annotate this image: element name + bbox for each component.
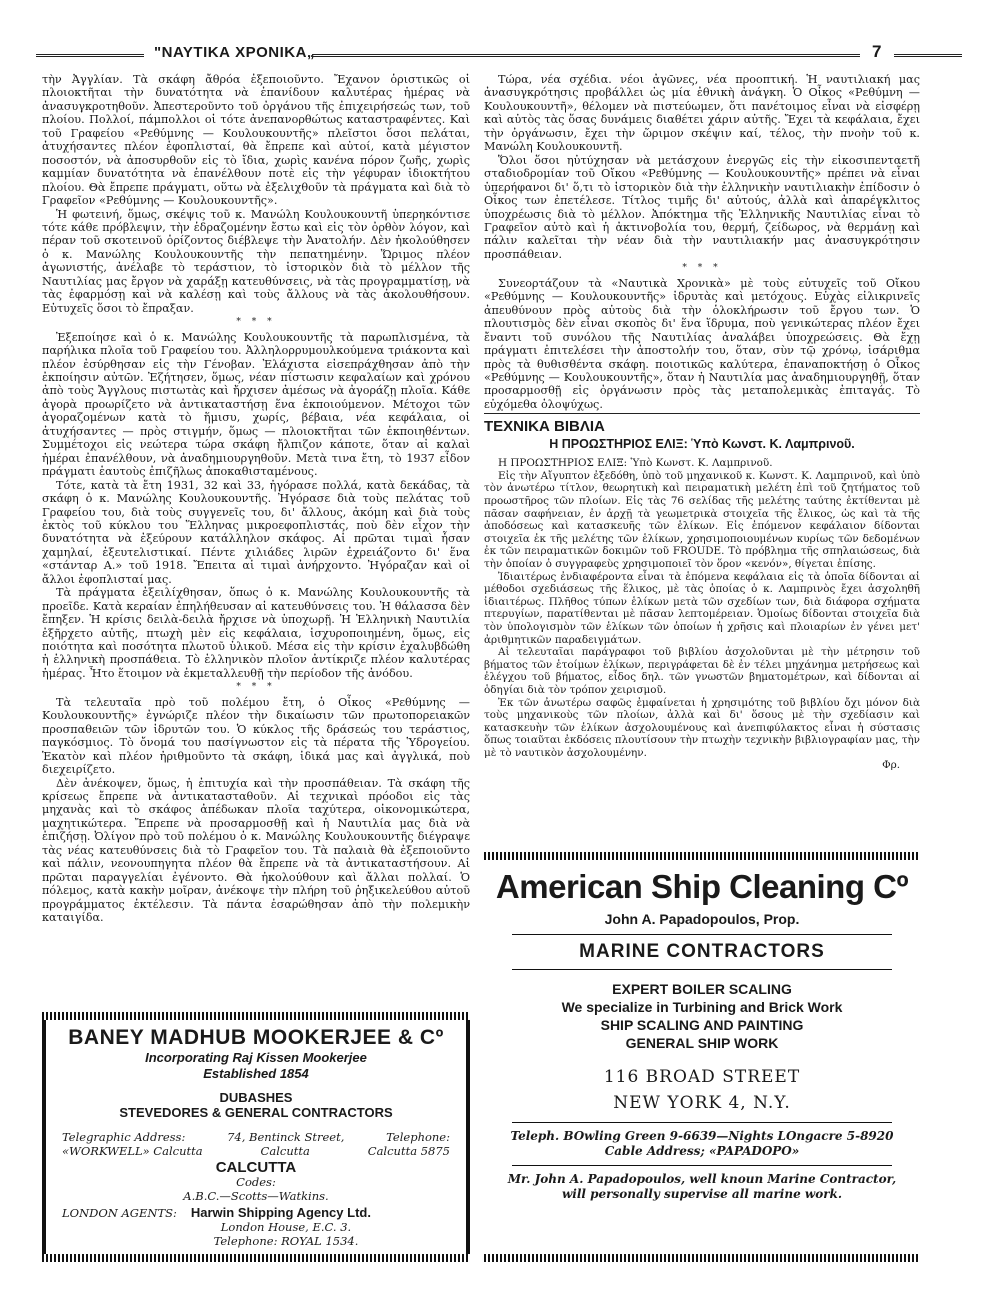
codes-label: Codes: xyxy=(236,1175,276,1189)
ad-divider xyxy=(512,969,892,970)
ad-divider xyxy=(512,1122,892,1123)
ad-border-bottom xyxy=(484,1254,920,1262)
header-rule-right xyxy=(894,54,962,57)
ad-service-3: SHIP SCALING AND PAINTING xyxy=(600,1017,804,1033)
london-house: London House, E.C. 3. xyxy=(220,1220,352,1234)
ad-border-top xyxy=(42,1012,470,1020)
advertisement-baney-madhub xyxy=(42,1012,470,1262)
ad-note-line-1: Mr. John A. Papadopoulos, well knoun Marine Contractor, xyxy=(507,1172,897,1186)
london-agent-name: Harwin Shipping Agency Ltd. xyxy=(190,1205,371,1220)
article-paragraph: Τότε, κατὰ τὰ ἔτη 1931, 32 καὶ 33, ἠγόρασε πολλά, κατὰ δεκάδας, τὰ σκάφη ὁ κ. Μανώλης Κουλουκουντῆς. Ἠγόρασε διὰ τοὺς πελάτας τοῦ Γραφείου του, διὰ τοὺς συγγενεῖς του, δι' ἄλλους, ἀκόμη καὶ διὰ τοὺς ἐκτὸς τοῦ κύκλου του Ἕλληνας μικροεφοπλιστάς, ποὺ δὲν εἶχον τὴν δυνατότητα νὰ ἐξεύρουν κατάλληλον σκάφος. Αἱ πρῶται τιμαὶ ἦσαν χαμηλαί, ἐξευτελιστικαί. Πέντε χιλιάδες λιρῶν ἐχρειάζοντο δι' ἕνα «στάνταρ Α.» τοῦ 1918. Ἔπειτα αἱ τιμαὶ ἀνήρχοντο. Ἠγόραζαν καὶ οἱ ἄλλοι ἐφοπλισταί μας. xyxy=(42,478,470,586)
page-header xyxy=(36,44,962,66)
street-city: Calcutta xyxy=(260,1144,310,1158)
right-column xyxy=(484,73,920,772)
book-review-paragraph: Αἱ τελευταῖαι παράγραφοι τοῦ βιβλίου ἀσχολοῦνται μὲ τὴν μέτρησιν τοῦ βήματος τῶν ἑτοίμων ἑλίκων, περιγράφεται δὲ ἐν τέλει μηχάνημα μετρήσεως καὶ ἐλέγχου τοῦ βήματος, εἶδος δηλ. τῶν γνωστῶν βηματομέτρων, καὶ δίδονται αἱ ὁδηγίαι διὰ τὸν τρόπον χειρισμοῦ. xyxy=(484,646,920,696)
book-review-paragraph: Εἰς τὴν Αἴγυπτον ἐξεδόθη, ὑπὸ τοῦ μηχανικοῦ κ. Κωνστ. Κ. Λαμπρινοῦ, καὶ ὑπὸ τὸν ἀνωτέρω τίτλον, θεωρητικὴ καὶ πειραματικὴ μελέτη ἐπὶ τοῦ ζητήματος τοῦ προωστῆρος τῶν πλοίων. Εἰς τὰς 76 σελίδας τῆς μελέτης ταύτης ἐκτίθενται μὲ πᾶσαν σαφήνειαν, ἐν ἀρχῇ τὰ γεωμετρικὰ στοιχεῖα τῆς ἕλικος, ὡς καὶ τὰ τῆς ἀποδόσεως καὶ κατασκευῆς τῶν ἑλίκων. Εἰς ἑπόμενον κεφάλαιον δίδονται στοιχεῖα ἐκ τῆς μελέτης τῶν ἑλίκων, χρησιμοποιουμένων κυρίως τῶν δεδομένων ἐκ τῶν πειραματικῶν δοκιμῶν τοῦ FROUDE. Τὸ πρόβλημα τῆς σπηλαιώσεως, διὰ τὴν ὁποίαν ὁ συγγραφεὺς χρησιμοποιεῖ τὸν ὅρον «κενόν», θίγεται ἐπίσης. xyxy=(484,469,920,570)
ad-telephone: Teleph. BOwling Green 9-6639—Nights LOngacre 5-8920 xyxy=(510,1129,894,1143)
magazine-title: "ΝΑΥΤΙΚΑ ΧΡΟΝΙΚΑ„ xyxy=(154,44,315,61)
ad-address-street: 116 BROAD STREET xyxy=(603,1067,801,1087)
ad-frame xyxy=(42,1020,470,1254)
ad-incorporating: Incorporating Raj Kissen Mookerjee xyxy=(145,1050,367,1065)
ad-border-top xyxy=(484,852,920,860)
ad-company-name: American Ship Cleaning Cº xyxy=(495,868,909,905)
book-review-paragraph: Ἐκ τῶν ἀνωτέρω σαφῶς ἐμφαίνεται ἡ χρησιμότης τοῦ βιβλίου ὄχι μόνον διὰ τοὺς μηχανικοὺς τῶν πλοίων, ἀλλὰ καὶ δι' ὅσους μὲ τὴν σχεδίασιν καὶ κατασκευὴν τῶν ἑλίκων ἀσχολουμένους καὶ ἀνεπιφύλακτος εἶναι ἡ σύστασις ὅπως τοιαῦται ἐκδόσεις πλουτίσουν τὴν πτωχὴν τεχνικὴν βιβλιογραφίαν μας, τὴν μὲ τὸ ναυτικὸν ἀσχολουμένην. xyxy=(484,696,920,759)
page-number: 7 xyxy=(872,42,882,61)
review-signature: Φρ. xyxy=(882,759,900,772)
ad-border-bottom xyxy=(42,1254,470,1262)
telephone-label: Telephone: xyxy=(386,1130,450,1144)
book-review-title: Η ΠΡΟΩΣΤΗΡΙΟΣ ΕΛΙΞ: Ὑπὸ Κωνστ. Κ. Λαμπρινοῦ. xyxy=(549,436,855,451)
ad-divider xyxy=(512,934,892,935)
ad-service-1: EXPERT BOILER SCALING xyxy=(612,981,792,997)
ad-address-city: NEW YORK 4, N.Y. xyxy=(613,1093,791,1113)
article-paragraph: Τώρα, νέα σχέδια. νέοι ἀγῶνες, νέα προοπτική. Ἡ ναυτιλιακή μας ἀνασυγκρότησις προβάλλει ὡς μία ἐθνικὴ ἀνάγκη. Ὁ Οἶκος «Ρεθύμνη — Κουλουκουντῆ», θέλομεν νὰ πιστεύωμεν, ὅτι πανέτοιμος εἶναι νὰ εἰσφέρῃ καὶ αὐτὸς τὰς ὅσας δυνάμεις διαθέτει χάριν αὐτῆς. Ἔχει τὰ κεφάλαια, ἔχει τὴν ὀργάνωσιν, ἔχει τὴν ὥριμον σκέψιν καί, τέλος, τὴν πνοὴν τοῦ κ. Μανώλη Κουλουκουντῆ. xyxy=(484,73,920,154)
left-column xyxy=(42,73,470,925)
ad-note-line-2: will personally supervise all marine work. xyxy=(561,1187,843,1201)
ad-service-4: GENERAL SHIP WORK xyxy=(625,1035,779,1051)
codes-value: A.B.C.—Scotts—Watkins. xyxy=(183,1189,329,1203)
ad-divider xyxy=(512,1165,892,1166)
ad-frame xyxy=(484,860,920,1254)
book-review-paragraph: Η ΠΡΟΩΣΤΗΡΙΟΣ ΕΛΙΞ: Ὑπὸ Κωνστ. Κ. Λαμπρινοῦ. xyxy=(498,457,773,470)
section-separator: * * * xyxy=(236,682,276,693)
header-rule-left xyxy=(36,54,144,57)
ad-city: CALCUTTA xyxy=(215,1159,297,1176)
article-paragraph: Τὰ τελευταῖα πρὸ τοῦ πολέμου ἔτη, ὁ Οἶκος «Ρεθύμνης — Κουλουκουντῆς» ἐγνώριζε πλέον τὴν δικαίωσιν τῶν πρωτοπορειακῶν προσπαθειῶν τῶν ἱδρυτῶν του. Ὁ κύκλος τῆς δράσεώς του τεράστιος, παγκόσμιος. Τὸ ὄνομά του πασίγνωστον εἰς τὰ πέρατα τῆς Ὑδρογείου. Ἑκατὸν καὶ πλέον ἠριθμοῦντο τὰ σκάφη, ἰδικά μας καὶ ἀγγλικά, ποὺ διεχειρίζετο. xyxy=(42,695,470,777)
ad-proprietor: John A. Papadopoulos, Prop. xyxy=(604,911,800,927)
ad-marine-contractors: MARINE CONTRACTORS xyxy=(579,941,825,962)
section-rule xyxy=(484,413,920,414)
ad-services: STEVEDORES & GENERAL CONTRACTORS xyxy=(119,1105,393,1120)
ad-dubashes: DUBASHES xyxy=(219,1090,293,1105)
telephone-value: Calcutta 5875 xyxy=(367,1144,450,1158)
article-paragraph: Ἡ φωτεινή, ὅμως, σκέψις τοῦ κ. Μανώλη Κουλουκουντῆ ὑπερηκόντισε τότε κάθε πρόβλεψιν, τὴν ἑδραζομένην ἔστω καὶ εἰς τὸν ὀρθὸν λόγον, καὶ πέραν τοῦ σκοτεινοῦ ὁρίζοντος διέβλεψε τὴν Ἀνατολήν. Δὲν ἠκολούθησεν ὁ κ. Μανώλης Κουλουκουντῆς τὴν πεπατημένην. Ὥριμος πλέον ἀγωνιστής, ἀνέλαβε τὸ τεράστιον, τὸ ἱστορικὸν διὰ τὸ μέλλον τῆς Ναυτιλίας μας ἔργον νὰ χαράξῃ κατευθύνσεις, νὰ τὰς προγραμματίσῃ, νὰ τὰς ἐφαρμόσῃ καὶ νὰ καλέσῃ καὶ τοὺς ἄλλους νὰ τὰς ἀκολουθήσουν. Εὐτυχεῖς ὅσοι τὸ ἔπραξαν. xyxy=(42,207,470,315)
header-rule-middle xyxy=(312,54,860,57)
ad-established: Established 1854 xyxy=(203,1066,309,1081)
street-address: 74, Bentinck Street, xyxy=(227,1130,345,1144)
book-review-paragraph: Ἰδιαιτέρως ἐνδιαφέροντα εἶναι τὰ ἑπόμενα κεφάλαια εἰς τὰ ὁποῖα δίδονται αἱ μέθοδοι σχεδιάσεως τῆς ἕλικος, μὲ τὰς ὁποίας ὁ κ. Λαμπρινὸς ἔχει ἀσχοληθῆ ἰδιαιτέρως. Πλῆθος τύπων ἑλίκων μετὰ τῶν σχεδίων των, διὰ διάφορα σχήματα πτερυγίων, παρατίθενται μὲ πᾶσαν λεπτομέρειαν. Ὁμοίως δίδονται στοιχεῖα διὰ τὸν ὑπολογισμὸν τῶν ἑλίκων τῶν ὁποίων ἡ χρῆσις καὶ πλοιαρίων ἐν γένει μετ' ἀριθμητικῶν παραδειγμάτων. xyxy=(484,570,920,646)
article-paragraph: Ὅλοι ὅσοι ηὐτύχησαν νὰ μετάσχουν ἐνεργῶς εἰς τὴν εἰκοσιπενταετῆ σταδιοδρομίαν τοῦ Οἴκου «Ρεθύμνης — Κουλουκουντῆς» πρέπει νὰ εἶναι ὑπερήφανοι δι' ὅ,τι τὸ ἱστορικὸν διὰ τὴν ἑλληνικὴν ναυτιλιακὴν ἐπίδοσιν ὁ Οἶκος των ἐπετέλεσε. Τίτλος τιμῆς δι' αὐτούς, ἀλλὰ καὶ ἀπαρέγκλιτος ὑποχρέωσις διὰ τὸ μέλλον. Ἀπόκτημα τῆς Ἑλληνικῆς Ναυτιλίας εἶναι τὸ Γραφεῖον αὐτὸ καὶ ἡ ἀκτινοβολία του, θερμή, ζείδωρος, νὰ θερμάνῃ καὶ πάλιν καλεῖται τὴν νέαν διὰ τὴν ναυτιλιακήν μας ἀνασυγκρότησιν προσπάθειαν. xyxy=(484,153,920,261)
london-agents-label: LONDON AGENTS: xyxy=(62,1206,177,1220)
telegraphic-value: «WORKWELL» Calcutta xyxy=(62,1144,203,1158)
ad-service-2: We specialize in Turbining and Brick Work xyxy=(561,999,843,1015)
article-paragraph: Δὲν ἀνέκοψεν, ὅμως, ἡ ἐπιτυχία καὶ τὴν προσπάθειαν. Τὰ σκάφη τῆς κρίσεως ἔπρεπε νὰ ἀντικατασταθοῦν. Αἱ τεχνικαὶ πρόοδοι εἰς τὰς μηχανὰς καὶ τὸ σκάφος ἀπέδωκαν πλοῖα ταχύτερα, οἰκονομικώτερα, μαχητικώτερα. Ἔπρεπε νὰ προσαρμοσθῇ καὶ ἡ Ναυτιλία μας διὰ νὰ ἐπιζήσῃ. Ὀλίγον πρὸ τοῦ πολέμου ὁ κ. Μανώλης Κουλουκουντῆς διέγραψε τὰς νέας κατευθύνσεις διὰ τὸ Γραφεῖον του. Τὰ παλαιὰ θὰ ἐξεποιοῦντο καὶ πάλιν, νεονουπηγητα πλέον θὰ ἔπρεπε νὰ τὰ ἀντικαταστήσουν. Αἱ πρῶται παραγγελίαι ἐγένοντο. Θὰ ἠκολούθουν καὶ ἄλλαι πολλαί. Ὁ πόλεμος, κατὰ κακὴν μοῖραν, ἀνέκοψε τὴν πλήρη τοῦ ῥηξικελεύθου αὐτοῦ προγράμματος ἐκτέλεσιν. Τὰ πάντα ἐσαρώθησαν ἀπὸ τὴν πολεμικὴν καταιγίδα. xyxy=(42,776,470,925)
section-separator: * * * xyxy=(236,317,276,328)
section-title-technical-books: ΤΕΧΝΙΚΑ ΒΙΒΛΙΑ xyxy=(484,418,605,436)
ad-company-name: BANEY MADHUB MOOKERJEE & Cº xyxy=(68,1026,444,1049)
article-paragraph: τὴν Ἀγγλίαν. Τὰ σκάφη ἄθρόα ἐξεποιοῦντο. Ἔχανον ὁριστικῶς οἱ πλοιοκτῆται τὴν δυνατότητα νὰ ἐπανίδουν καλυτέρας ἡμέρας νὰ ἀνασυγκροτηθοῦν. Ἀπεστεροῦντο τοῦ ὀργάνου τῆς ἐπιχειρήσεώς των, τοῦ πλοίου. Πολλοί, πάμπολλοι οἱ τότε ἀνεπανορθώτως καταστραφέντες. Καὶ τοῦ Γραφείου «Ρεθύμνης — Κουλουκουντῆς» πλεῖστοι ὅσοι πελάται, ἀτυχήσαντες πλέον ἐφοπλισταί, θὰ ἔπρεπε καὶ αὐτοί, κατὰ μέγιστον ποσοστόν, νὰ ἀποσυρθοῦν εἰς τὸ ἴδια, χωρὶς κανένα πόρον ζωῆς, χωρὶς καμμίαν δυνατότητα νὰ ἐπανέλθουν ποτὲ εἰς τὴν γέφυραν ἰδιοκτήτου πλοίου. Θὰ ἔπρεπε πράγματι, οὕτω νὰ ἐξελιχθοῦν τὰ πράγματα καὶ διὰ τὸ Γραφεῖον «Ρεθύμνης — Κουλουκουντῆς». xyxy=(42,73,470,208)
section-separator: * * * xyxy=(682,263,722,274)
ad-cable-address: Cable Address; «PAPADOPO» xyxy=(604,1144,800,1158)
article-paragraph: Τὰ πράγματα ἐξειλίχθησαν, ὅπως ὁ κ. Μανώλης Κουλουκουντῆς τὰ προεῖδε. Κατὰ κεραίαν ἐπηλήθευσαν αἱ κατευθύνσεις του. Ἡ θάλασσα δὲν ἔπηξεν. Ἡ κρίσις δειλὰ-δειλὰ ἤρχισε νὰ ὑποχωρῇ. Ἡ Ἑλληνικὴ Ναυτιλία ἐξῆρχετο αὐτῆς, πτωχὴ μὲν εἰς κεφάλαια, ἰσχυροποιημένη, ὅμως, εἰς ποιότητα καὶ ποσότητα πλωτοῦ ὑλικοῦ. Μέσα εἰς τὴν κρίσιν ἐχαλυβδώθη ἡ ἑλληνικὴ προσπάθεια. Τὸ ἑλληνικὸν πλοῖον ἀντίκριζε πλέον καλυτέρας ἡμέρας. Ἦτο ἕτοιμον νὰ ἐκμεταλλευθῇ τὴν περίοδον τῆς ἀνόδου. xyxy=(42,586,470,680)
advertisement-american-ship-cleaning xyxy=(484,852,920,1262)
london-phone: Telephone: ROYAL 1534. xyxy=(213,1234,359,1248)
telegraphic-label: Telegraphic Address: xyxy=(62,1130,186,1144)
article-paragraph: Ἐξεποίησε καὶ ὁ κ. Μανώλης Κουλουκουντῆς τὰ παρωπλισμένα, τὰ παρήλικα πλοῖα τοῦ Γραφείου του. Ἀλληλορρυμουλκούμενα τριάκοντα καὶ πλέον ἐσύρθησαν εἰς τὴν Γένοβαν. Ἐλάχιστα εἰσεπράχθησαν ἀπὸ τὴν ἐκποίησιν αὐτῶν. Ἐζήτησεν, ὅμως, νέαν πίστωσιν κεφαλαίων καὶ χρόνου ἀπὸ τοὺς Ἄγγλους πιστωτὰς καὶ ἤρχισεν ἀμέσως νὰ ἀγοράζῃ πλοῖα. Κάθε ἀγορὰ προωρίζετο νὰ ἀντικαταστήσῃ ἕνα ἐκποιούμενον. Μέτοχοι τῶν ἀγοραζομένων κατὰ τὸ ἥμισυ, χωρίς, βέβαια, νέα κεφάλαια, οἱ ἀτυχήσαντες — πρὸς στιγμήν, ὅμως — πλοιοκτῆται τῶν ἐκποιηθέντων. Συμμέτοχοι εἰς νεώτερα τώρα σκάφη ἤλπιζον κάποτε, ὅταν αἱ καλαὶ ἡμέραι ἐπανέλθουν, νὰ ἀναδημιουργηθοῦν. Μετὰ τινα ἔτη, τὸ 1937 εἶδον πράγματι ἑαυτοὺς ἐπιζῆλως ἀποκαθισταμένους. xyxy=(42,330,470,479)
article-paragraph: Συνεορτάζουν τὰ «Ναυτικὰ Χρονικὰ» μὲ τοὺς εὐτυχεῖς τοῦ Οἴκου «Ρεθύμνης — Κουλουκουντῆς» ἱδρυτὰς καὶ μετόχους. Εὐχὰς εἰλικρινεῖς ἀπευθύνουν πρὸς αὐτοὺς διὰ τὴν ὁλοκλήρωσιν τοῦ ἔργου των. Ὁ πλουτισμὸς δὲν εἶναι σκοπὸς δι' ἕνα ἵδρυμα, ποὺ γενικώτερας πλέον ἔχει ἔναντι τοῦ συνόλου τῆς Ναυτιλίας ἀναλάβει ὑποχρεώσεις. Θὰ ἔχῃ πράγματι ἐπιτελέσει τὴν ἀποστολήν του, ὅταν, σὺν τῷ χρόνῳ, ἰσάριθμα πρὸς τὰ θυθισθέντα σκάφη. ποιοτικῶς καλύτερα, ἐπαναποκτήσῃ ὁ Οἶκος «Ρεθύμνης — Κουλουκουντῆς», ὅταν ἡ Ναυτιλία μας ἀναδημιουργηθῇ, ὅταν προσαρμοσθῇ εἰς ὀργάνωσιν πρὸς τὰς μεταπολεμικὰς ἐπιταγάς. Τὸ εὐχόμεθα ὁλοψύχως. xyxy=(484,276,920,411)
